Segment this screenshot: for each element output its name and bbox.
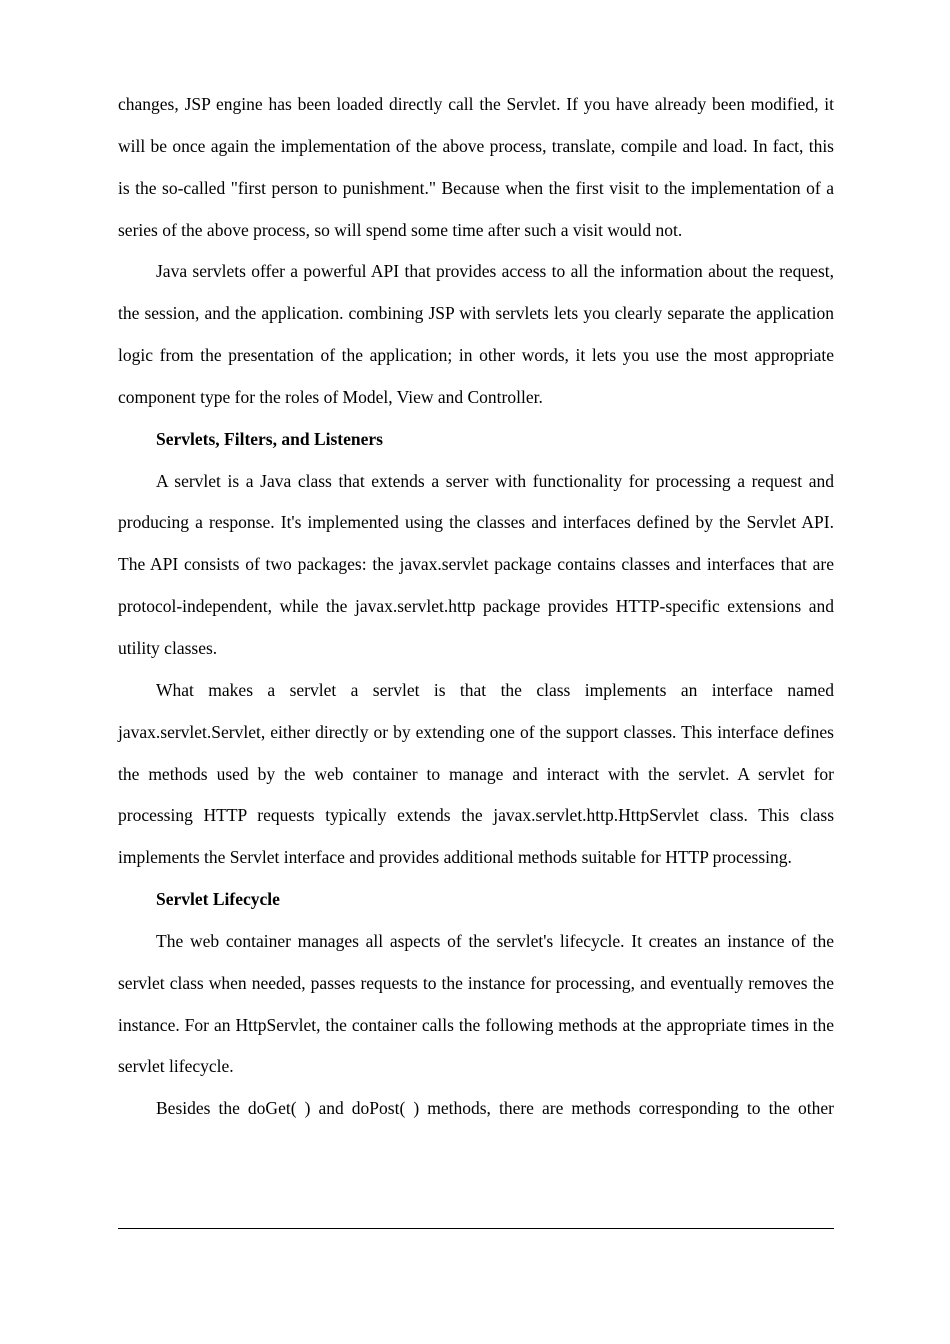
paragraph-java-servlets-api: Java servlets offer a powerful API that provides access to all the information about the request, the session, and the application. combining JSP with servlets lets you clearly separate the application logic from the presentation of the application; in other words, it lets you use the most appropriate component type for the roles of Model, View and Controller. xyxy=(118,261,834,407)
paragraph-servlet-interface: What makes a servlet a servlet is that the class implements an interface named javax.servlet.Servlet, either directly or by extending one of the support classes. This interface defines the methods used by the web container to manage and interact with the servlet. A servlet for processing HTTP requests typically extends the javax.servlet.http.HttpServlet class. This class implements the Servlet interface and provides additional methods suitable for HTTP processing. xyxy=(118,679,834,868)
document-page xyxy=(118,84,834,1130)
heading-servlets-filters-listeners: Servlets, Filters, and Listeners xyxy=(156,428,383,449)
paragraph-servlet-definition: A servlet is a Java class that extends a server with functionality for processing a request and producing a response. It's implemented using the classes and interfaces defined by the Servlet API. The API consists of two packages: the javax.servlet package contains classes and interfaces that are protocol-independent, while the javax.servlet.http package provides HTTP-specific extensions and utility classes. xyxy=(118,470,834,658)
paragraph-doget-dopost: Besides the doGet( ) and doPost( ) methods, there are methods corresponding to the other xyxy=(156,1098,834,1119)
footer-divider xyxy=(118,1228,834,1229)
paragraph-web-container-lifecycle: The web container manages all aspects of the servlet's lifecycle. It creates an instance of the servlet class when needed, passes requests to the instance for processing, and eventually removes the instance. For an HttpServlet, the container calls the following methods at the appropriate times in the servlet lifecycle. xyxy=(118,930,834,1077)
paragraph-jsp-engine: changes, JSP engine has been loaded directly call the Servlet. If you have already been modified, it will be once again the implementation of the above process, translate, compile and load. In fact, this is the so-called "first person to punishment." Because when the first visit to the implementation of a series of the above process, so will spend some time after such a visit would not. xyxy=(118,94,834,240)
heading-servlet-lifecycle: Servlet Lifecycle xyxy=(156,889,280,910)
